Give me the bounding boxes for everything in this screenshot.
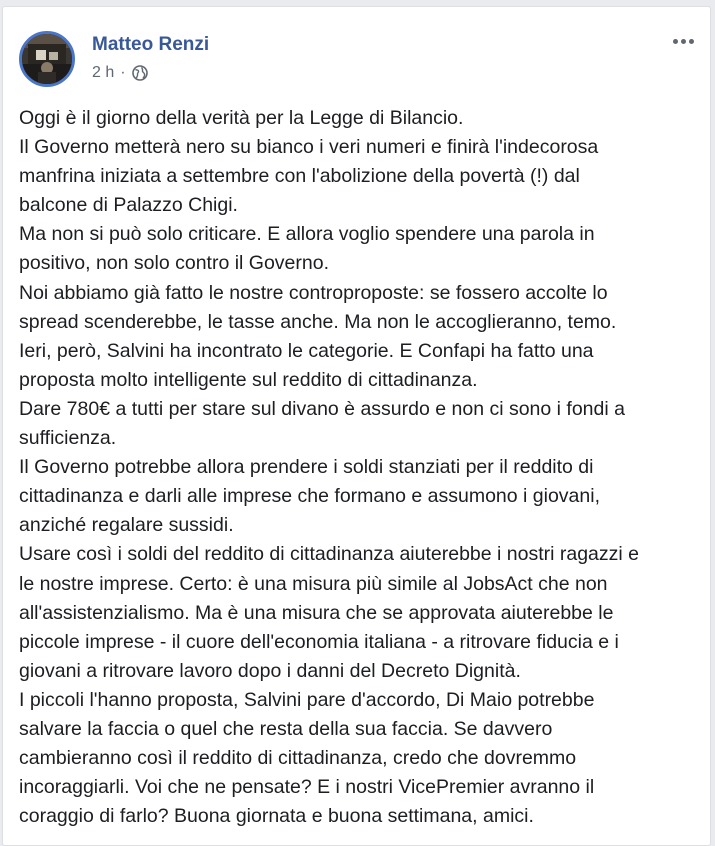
author-name[interactable]: Matteo Renzi — [92, 34, 210, 55]
post-text-line: Oggi è il giorno della verità per la Legge di Bilancio. — [19, 107, 464, 129]
post-header — [3, 7, 710, 97]
more-options-icon[interactable] — [666, 29, 700, 53]
post-text-line: giovani a ritrovare lavoro dopo i danni del Decreto Dignità. — [19, 659, 521, 682]
timestamp[interactable]: 2 h — [92, 64, 115, 81]
post-text — [19, 104, 699, 831]
post-text-line: coraggio di farlo? Buona giornata e buona settimana, amici. — [19, 805, 534, 828]
post-text-line: sufficienza. — [19, 427, 117, 450]
meta-separator: · — [120, 64, 126, 81]
post-text-line: all'assistenzialismo. Ma è una misura che se approvata aiuterebbe le — [19, 601, 614, 624]
post-text-line: proposta molto intelligente sul reddito di cittadinanza. — [19, 368, 478, 391]
more-dot — [689, 39, 694, 44]
post-text-line: Ma non si può solo criticare. E allora voglio spendere una parola in — [19, 223, 595, 246]
post-text-line: I piccoli l'hanno proposta, Salvini pare d'accordo, Di Maio potrebbe — [19, 688, 595, 711]
post-text-line: Usare così i soldi del reddito di cittadinanza aiuterebbe i nostri ragazzi e — [19, 543, 640, 566]
post-text-line: positivo, non solo contro il Governo. — [19, 252, 330, 275]
post-card — [2, 6, 711, 846]
post-text-line: Dare 780€ a tutti per stare sul divano è assurdo e non ci sono i fondi a — [19, 397, 625, 420]
avatar-photo — [22, 34, 72, 84]
post-text-line: incoraggiarli. Voi che ne pensate? E i nostri VicePremier avranno il — [19, 776, 595, 799]
post-meta — [92, 63, 148, 83]
avatar[interactable] — [19, 31, 75, 87]
more-dot — [681, 39, 686, 44]
post-text-line: Noi abbiamo già fatto le nostre controproposte: se fossero accolte lo — [19, 281, 608, 304]
post-text-line: Il Governo metterà nero su bianco i veri numeri e finirà l'indecorosa — [19, 136, 599, 159]
post-text-line: balcone di Palazzo Chigi. — [19, 194, 238, 217]
post-text-line: cambieranno così il reddito di cittadinanza, credo che dovremmo — [19, 747, 577, 770]
globe-icon[interactable] — [132, 65, 148, 81]
post-text-line: anziché regalare sussidi. — [19, 514, 234, 537]
post-text-line: Ieri, però, Salvini ha incontrato le categorie. E Confapi ha fatto una — [19, 339, 594, 362]
post-text-line: le nostre imprese. Certo: è una misura più simile al JobsAct che non — [19, 572, 608, 595]
post-text-line: cittadinanza e darli alle imprese che formano e assumono i giovani, — [19, 485, 600, 508]
more-dot — [673, 39, 678, 44]
post-text-line: manfrina iniziata a settembre con l'abolizione della povertà (!) dal — [19, 165, 580, 188]
post-text-line: piccole imprese - il cuore dell'economia italiana - a ritrovare fiducia e i — [19, 630, 619, 653]
post-text-line: salvare la faccia o quel che resta della sua faccia. Se davvero — [19, 717, 553, 740]
post-text-line: spread scenderebbe, le tasse anche. Ma non le accoglieranno, temo. — [19, 310, 617, 333]
post-text-line: Il Governo potrebbe allora prendere i soldi stanziati per il reddito di — [19, 456, 594, 479]
